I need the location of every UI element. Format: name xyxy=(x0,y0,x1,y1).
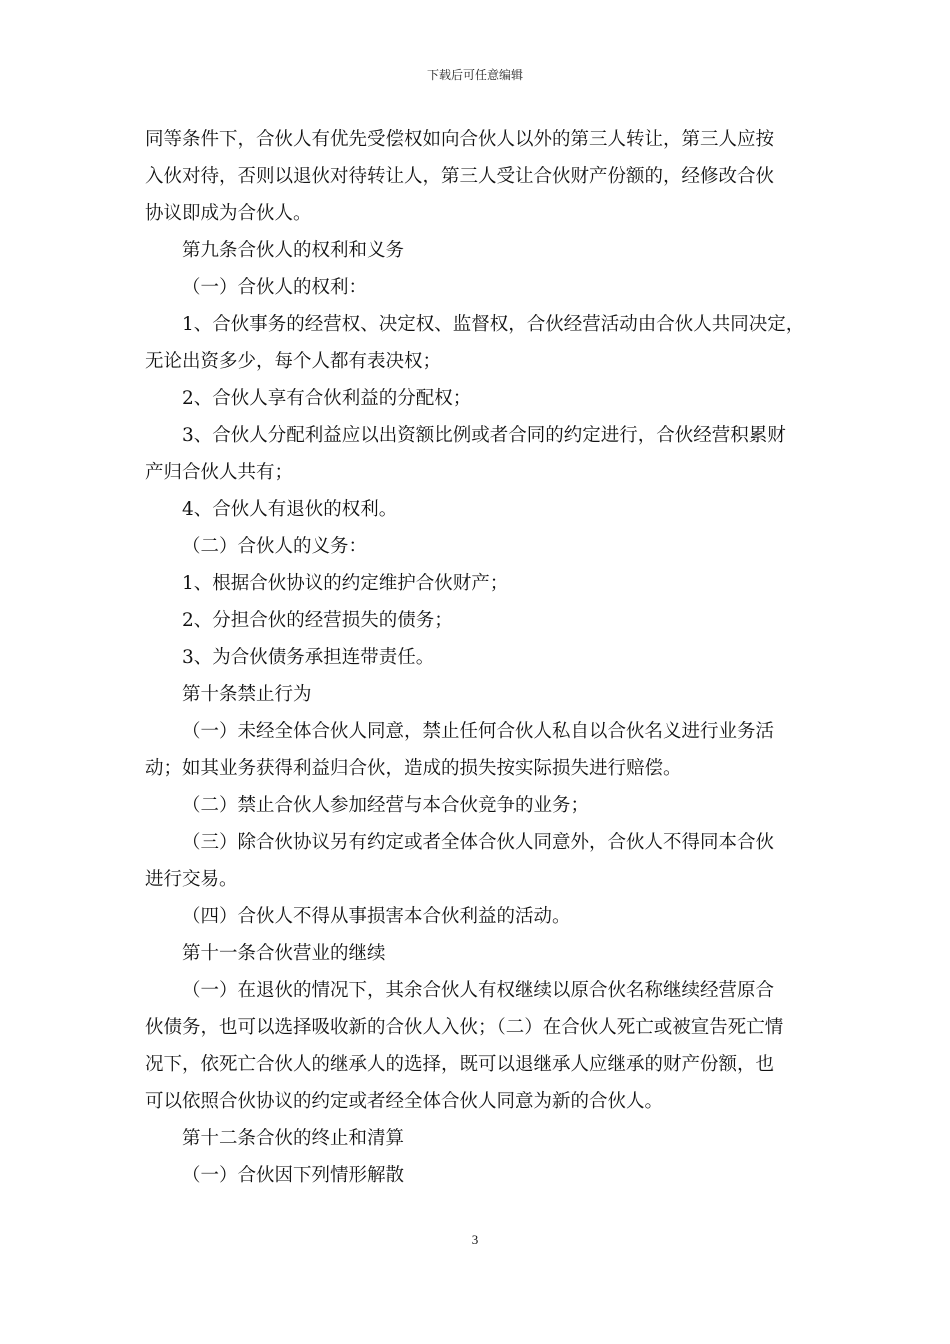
page-number: 3 xyxy=(471,1232,479,1247)
text-line: 产归合伙人共有； xyxy=(145,462,294,483)
text-line: 3、为合伙债务承担连带责任。 xyxy=(182,647,435,668)
text-line: （三）除合伙协议另有约定或者全体合伙人同意外，合伙人不得同本合伙 xyxy=(182,832,775,853)
text-line: 协议即成为合伙人。 xyxy=(145,203,312,224)
text-line: 3、合伙人分配利益应以出资额比例或者合同的约定进行，合伙经营积累财 xyxy=(182,425,786,446)
text-line: （一）未经全体合伙人同意，禁止任何合伙人私自以合伙名义进行业务活 xyxy=(182,721,775,742)
text-line: 第十二条合伙的终止和清算 xyxy=(182,1128,405,1149)
text-line: 1、合伙事务的经营权、决定权、监督权，合伙经营活动由合伙人共同决定， xyxy=(182,314,805,335)
text-line: （二）合伙人的义务： xyxy=(182,536,368,557)
text-line: 2、分担合伙的经营损失的债务； xyxy=(182,610,453,631)
text-line: 第十一条合伙营业的继续 xyxy=(182,943,386,964)
text-line: 同等条件下，合伙人有优先受偿权如向合伙人以外的第三人转让，第三人应按 xyxy=(145,129,775,150)
text-line: 第九条合伙人的权利和义务 xyxy=(182,240,405,261)
text-line: （一）合伙人的权利： xyxy=(182,277,368,298)
text-line: 况下，依死亡合伙人的继承人的选择，既可以退继承人应继承的财产份额，也 xyxy=(145,1054,775,1075)
text-line: （二）禁止合伙人参加经营与本合伙竞争的业务； xyxy=(182,795,590,816)
text-line: （一）合伙因下列情形解散 xyxy=(182,1165,405,1186)
text-line: 第十条禁止行为 xyxy=(182,684,312,705)
text-line: 2、合伙人享有合伙利益的分配权； xyxy=(182,388,472,409)
text-line: 伙债务，也可以选择吸收新的合伙人入伙；（二）在合伙人死亡或被宣告死亡情 xyxy=(145,1017,784,1038)
page-header: 下载后可任意编辑 xyxy=(426,68,523,82)
text-line: 4、合伙人有退伙的权利。 xyxy=(182,499,398,520)
text-line: 无论出资多少，每个人都有表决权； xyxy=(145,351,442,372)
text-line: 1、根据合伙协议的约定维护合伙财产； xyxy=(182,573,509,594)
text-line: 可以依照合伙协议的约定或者经全体合伙人同意为新的合伙人。 xyxy=(145,1091,664,1112)
text-line: 入伙对待，否则以退伙对待转让人，第三人受让合伙财产份额的，经修改合伙 xyxy=(145,166,775,187)
document-body xyxy=(145,121,809,1194)
text-line: 进行交易。 xyxy=(145,869,238,890)
text-line: （四）合伙人不得从事损害本合伙利益的活动。 xyxy=(182,906,571,927)
text-line: （一）在退伙的情况下，其余合伙人有权继续以原合伙名称继续经营原合 xyxy=(182,980,775,1001)
text-line: 动；如其业务获得利益归合伙，造成的损失按实际损失进行赔偿。 xyxy=(145,758,682,779)
